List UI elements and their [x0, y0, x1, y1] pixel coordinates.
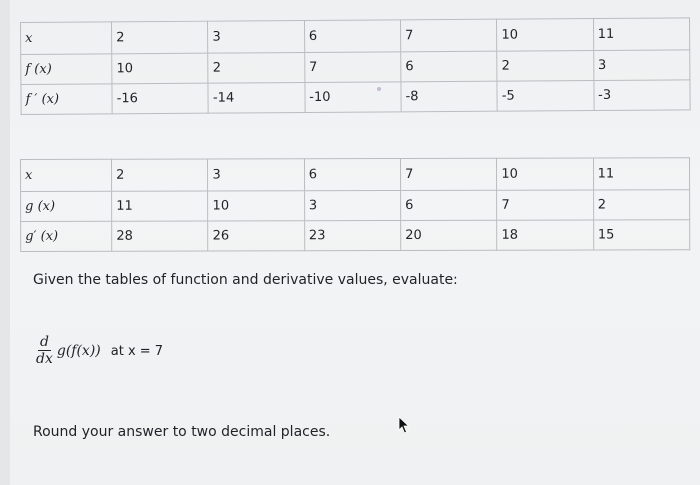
row-label: x: [21, 159, 112, 191]
table-cell: 2: [208, 53, 305, 84]
table-cell: 10: [208, 191, 304, 221]
table-cell: 6: [401, 51, 498, 82]
table-cell: 23: [304, 221, 400, 251]
table-cell: -10: [305, 82, 402, 113]
row-label: g′ (x): [21, 221, 112, 251]
fraction-numerator: d: [39, 334, 49, 350]
f-values-table: [20, 17, 691, 115]
row-label: f (x): [21, 54, 112, 85]
table-cell: 2: [593, 190, 689, 220]
table-cell: 7: [401, 158, 497, 190]
table-cell: 2: [112, 159, 208, 191]
table-cell: 28: [112, 221, 208, 251]
table-row: [21, 190, 690, 222]
table-cell: 6: [401, 190, 497, 220]
table-cell: 11: [112, 191, 208, 221]
table-cell: 2: [497, 50, 594, 81]
table-cell: 3: [304, 191, 400, 221]
composite-function: g(f(x)): [56, 343, 101, 359]
table-row: [21, 18, 690, 55]
table-cell: 10: [497, 18, 594, 51]
g-values-table: [20, 157, 690, 252]
mouse-pointer-icon: [398, 416, 410, 434]
rounding-instruction: Round your answer to two decimal places.: [33, 424, 331, 440]
fraction-denominator: dx: [36, 351, 53, 367]
table-row: [21, 50, 690, 85]
table-cell: 6: [304, 20, 401, 53]
table-cell: 11: [593, 18, 690, 51]
table-cell: 3: [593, 50, 690, 81]
table-row: [21, 158, 690, 192]
table-row: [21, 80, 690, 115]
table-cell: 18: [497, 220, 593, 250]
table-row: [21, 220, 690, 252]
table-cell: -5: [497, 80, 594, 111]
table-cell: 2: [112, 21, 209, 54]
table-cell: 6: [304, 159, 400, 191]
evaluation-point: at x = 7: [110, 343, 164, 359]
table-cell: -8: [401, 81, 498, 112]
table-cell: 11: [593, 158, 689, 190]
stray-dot: [377, 87, 381, 91]
table-cell: 15: [593, 220, 689, 250]
table-cell: 26: [208, 221, 304, 251]
table-cell: 7: [401, 19, 498, 52]
table-cell: 7: [304, 52, 401, 83]
row-label: x: [21, 22, 112, 55]
table-cell: 3: [208, 21, 305, 54]
table-cell: 3: [208, 159, 304, 191]
table-cell: 10: [112, 53, 209, 84]
table-cell: 10: [497, 158, 593, 190]
table-cell: -3: [594, 80, 691, 111]
question-prompt: Given the tables of function and derivative values, evaluate:: [33, 272, 458, 288]
derivative-operator: [34, 334, 55, 368]
table-cell: -16: [112, 83, 209, 114]
derivative-expression: [34, 334, 163, 368]
table-cell: 7: [497, 190, 593, 220]
table-cell: 20: [401, 220, 497, 250]
table-cell: -14: [208, 83, 305, 114]
row-label: f ′ (x): [21, 84, 112, 115]
row-label: g (x): [21, 191, 112, 221]
